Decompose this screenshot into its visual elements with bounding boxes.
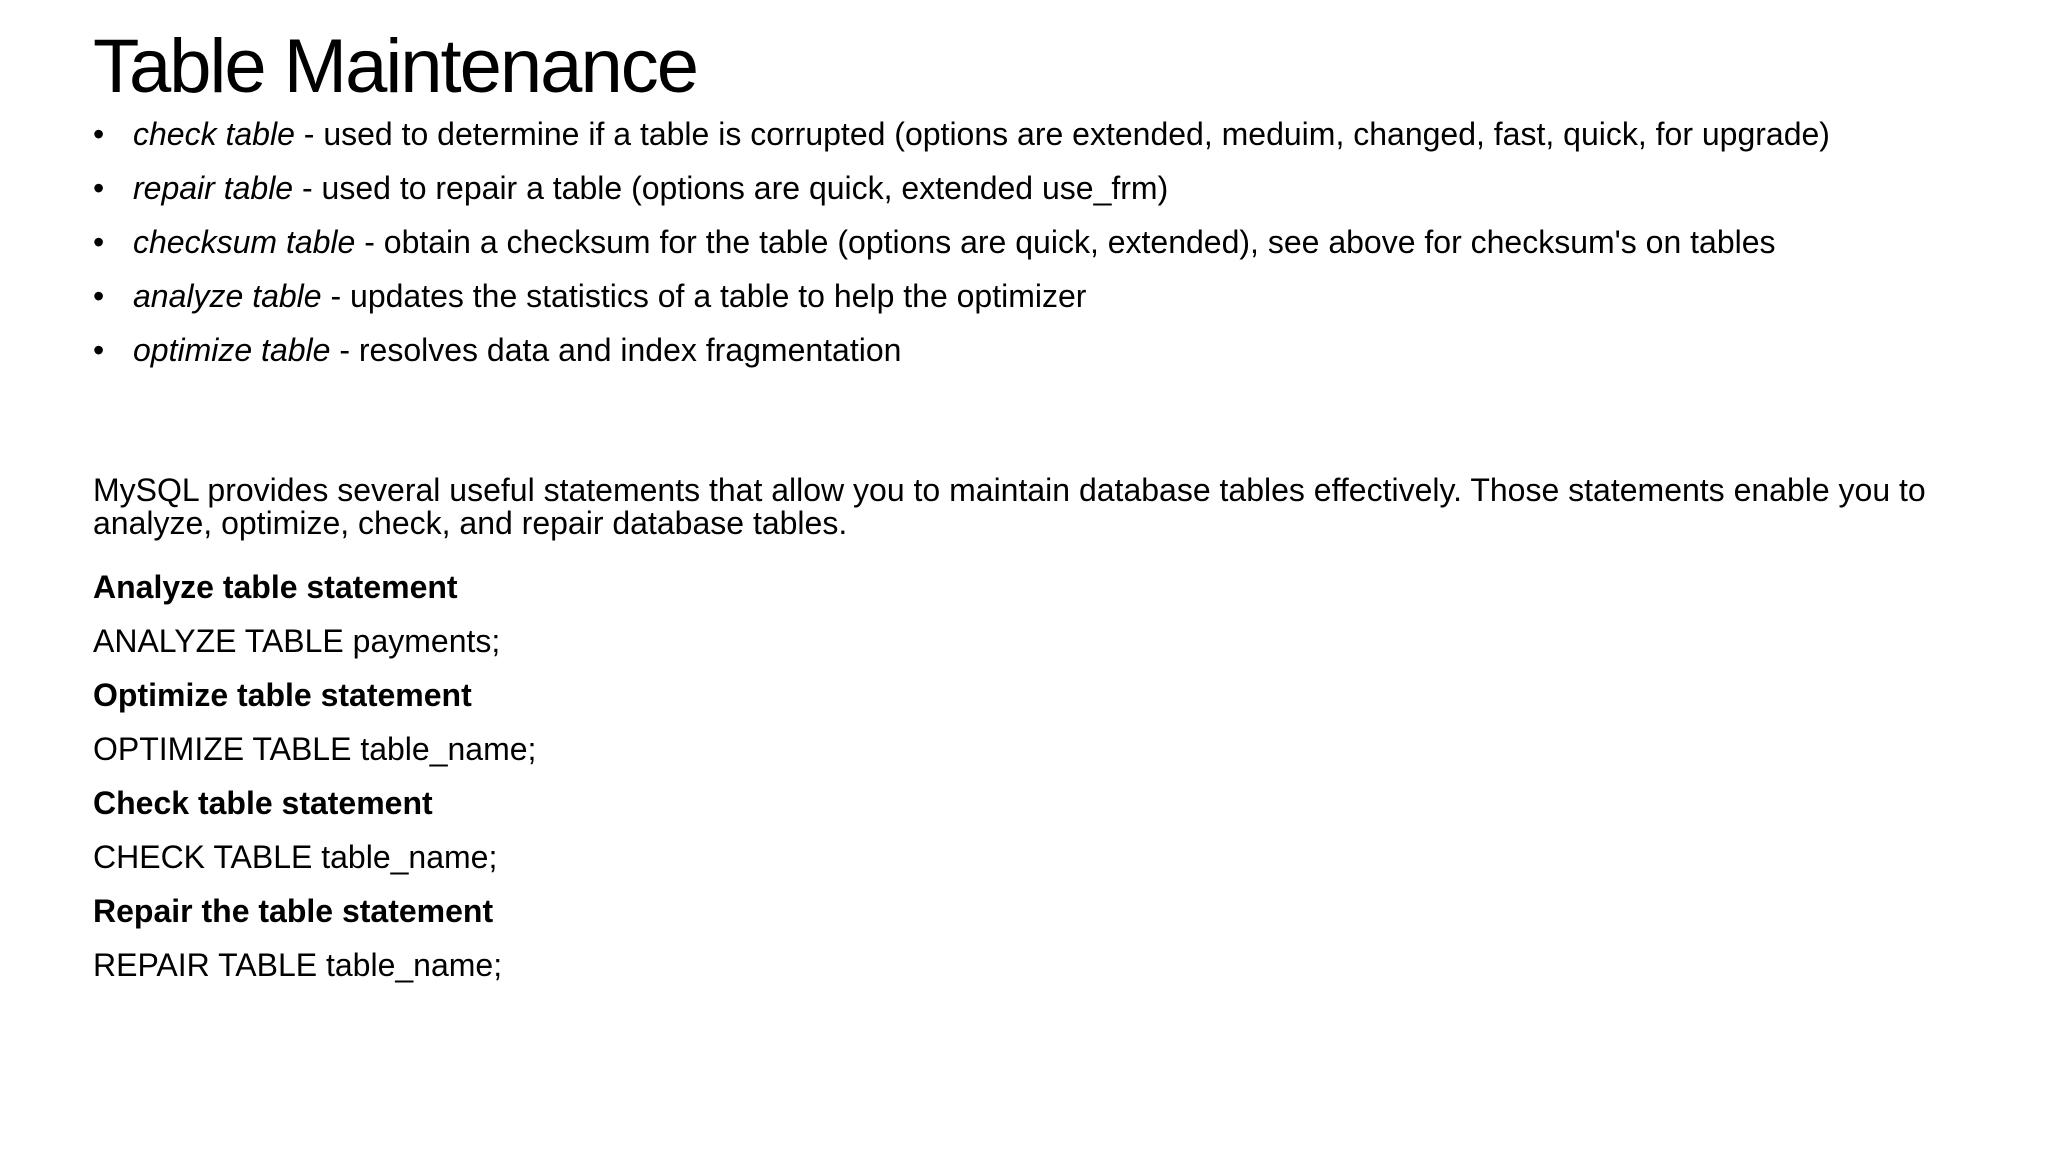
statement-list (93, 560, 1973, 992)
bullet-dot-icon: • (93, 116, 105, 152)
bullet-dot-icon: • (93, 278, 105, 314)
intro-paragraph: MySQL provides several useful statements that allow you to maintain database tables effectively. Those statements enable you to analyze, optimize, check, and repair database tables. (93, 472, 1926, 541)
statement-heading-optimize: Optimize table statement (93, 677, 472, 713)
bullet-item-check-table (93, 118, 1993, 151)
bullet-term: checksum table (133, 224, 356, 260)
bullet-term: optimize table (133, 332, 331, 368)
statement-code-optimize: OPTIMIZE TABLE table_name; (93, 731, 537, 767)
bullet-dot-icon: • (93, 332, 105, 368)
statement-code-repair: REPAIR TABLE table_name; (93, 947, 503, 983)
bullet-dot-icon: • (93, 224, 105, 260)
bullet-term: repair table (133, 170, 294, 206)
bullet-text: - updates the statistics of a table to help the optimizer (321, 278, 1087, 314)
statement-heading-analyze: Analyze table statement (93, 569, 458, 605)
bullet-term: analyze table (133, 278, 322, 314)
bullet-text: - resolves data and index fragmentation (330, 332, 902, 368)
statement-heading-check: Check table statement (93, 785, 433, 821)
bullet-dot-icon: • (93, 170, 105, 206)
bullet-item-analyze-table (93, 280, 1993, 313)
bullet-text: - obtain a checksum for the table (options are quick, extended), see above for checksum's on tables (355, 224, 1776, 260)
bullet-text: - used to determine if a table is corrupted (options are extended, meduim, changed, fast, quick, for upgrade) (294, 116, 1830, 152)
bullet-item-optimize-table (93, 334, 1993, 367)
statement-code-check: CHECK TABLE table_name; (93, 839, 498, 875)
statement-heading-repair: Repair the table statement (93, 893, 494, 929)
bullet-item-repair-table (93, 172, 1993, 205)
slide-title: Table Maintenance (93, 24, 697, 109)
bullet-text: - used to repair a table (options are quick, extended use_frm) (293, 170, 1169, 206)
statement-code-analyze: ANALYZE TABLE payments; (93, 623, 501, 659)
bullet-list (93, 118, 1993, 388)
bullet-term: check table (133, 116, 295, 152)
bullet-item-checksum-table (93, 226, 1993, 259)
